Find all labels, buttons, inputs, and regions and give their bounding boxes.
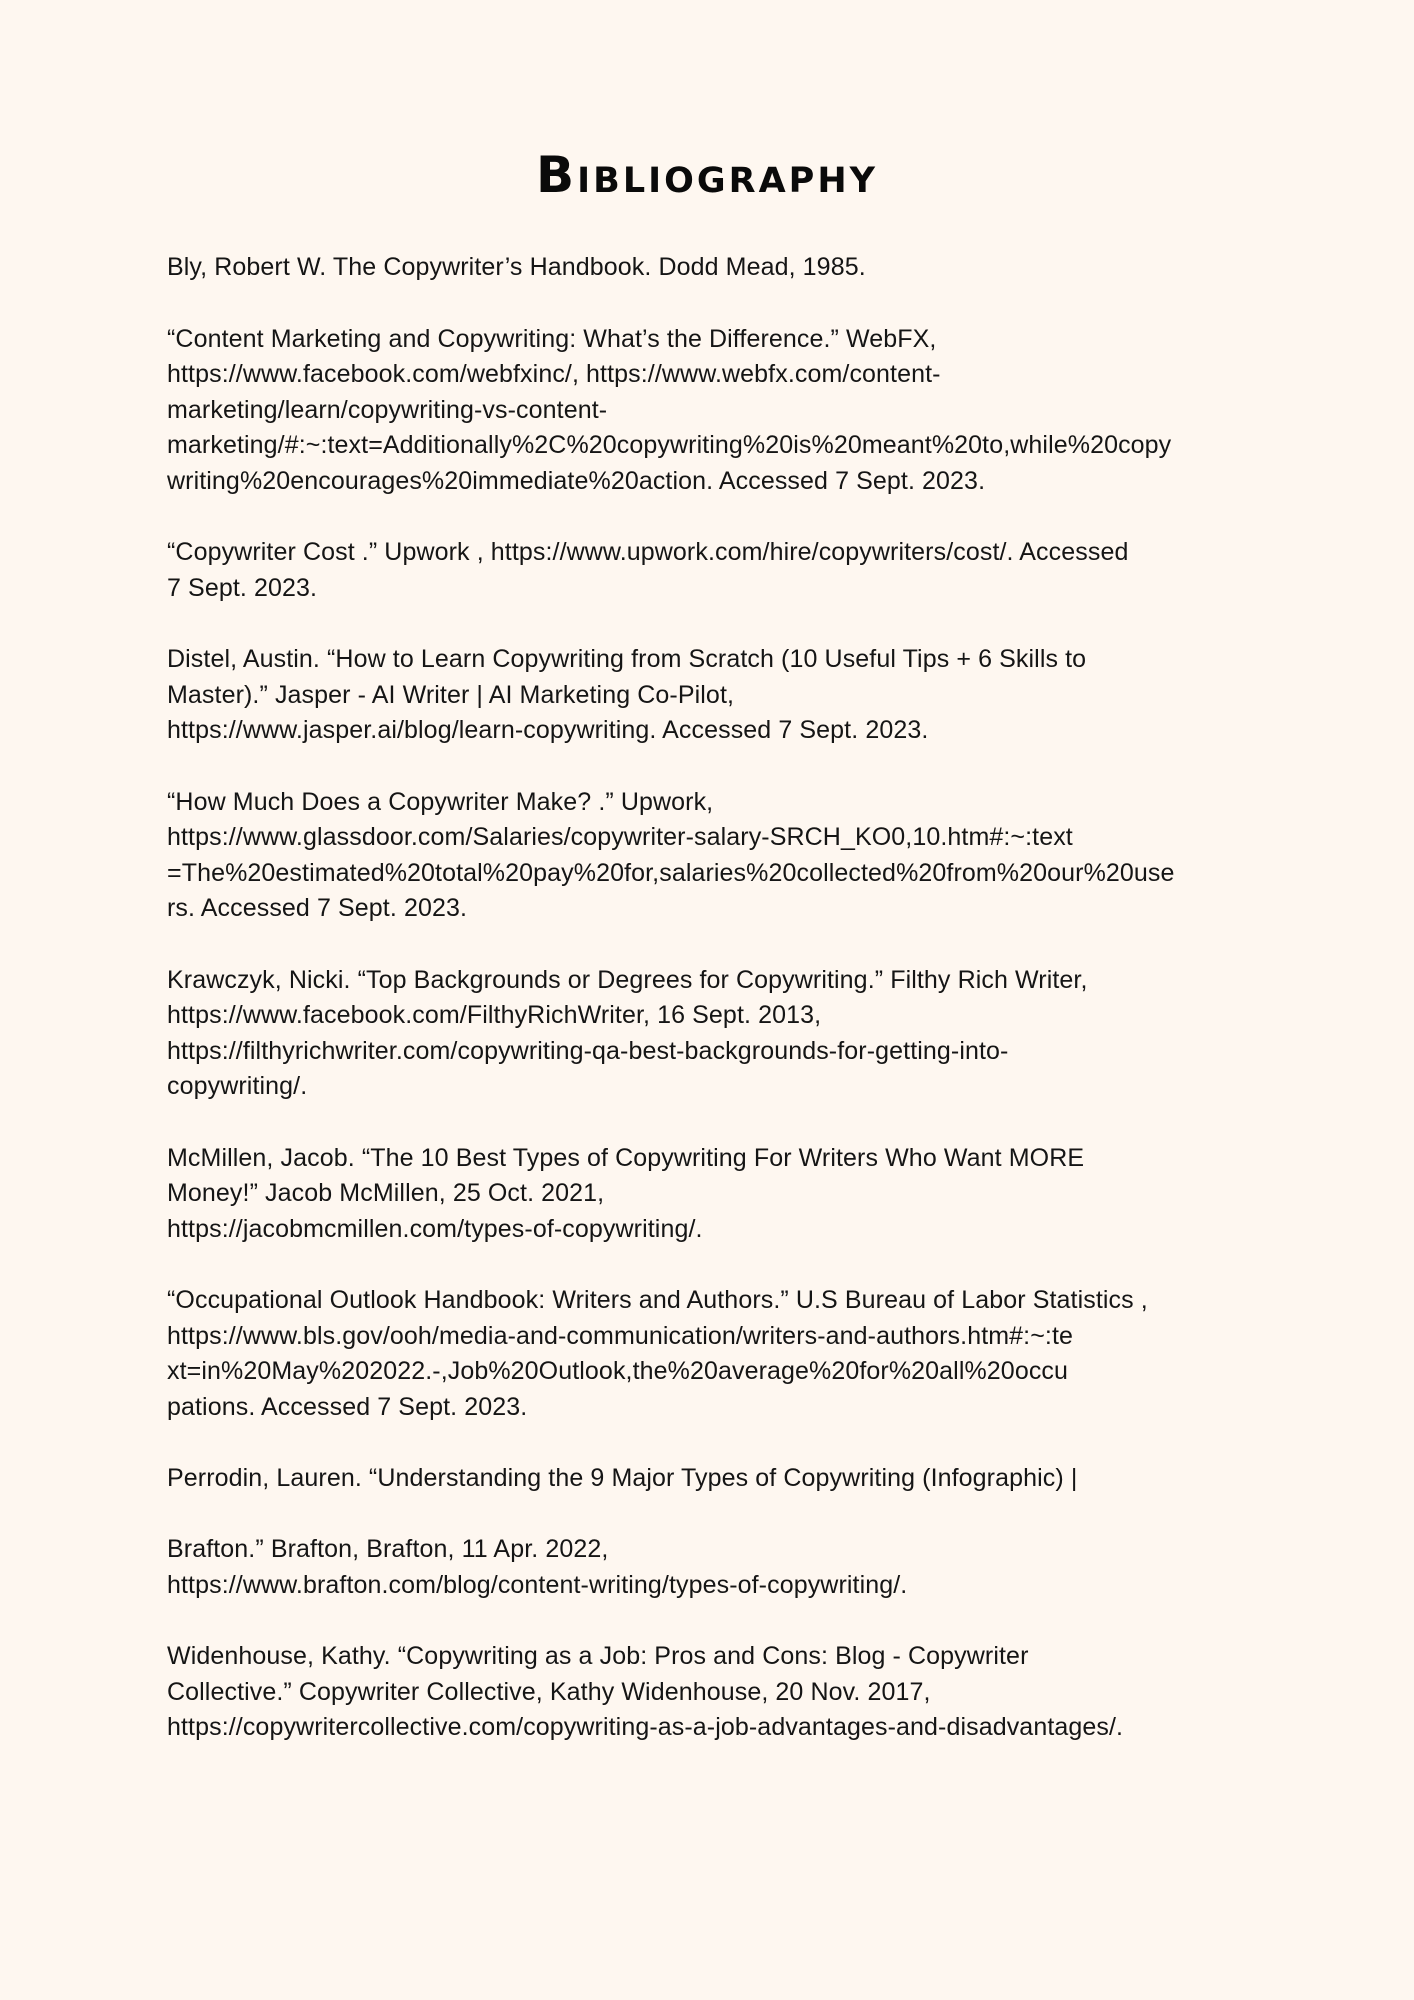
entry-line: https://jacobmcmillen.com/types-of-copywriting/.: [167, 1214, 703, 1243]
entry-line: https://www.bls.gov/ooh/media-and-communication/writers-and-authors.htm#:~:te: [167, 1321, 1074, 1350]
bibliography-entry: [167, 1141, 1317, 1248]
bibliography-list: [167, 250, 1317, 1782]
bibliography-entry: [167, 785, 1317, 927]
entry-line: https://www.facebook.com/FilthyRichWriter, 16 Sept. 2013,: [167, 1001, 822, 1029]
entry-line: =The%20estimated%20total%20pay%20for,salaries%20collected%20from%20our%20use: [167, 858, 1175, 887]
entry-line: writing%20encourages%20immediate%20action. Accessed 7 Sept. 2023.: [167, 466, 986, 495]
entry-line: xt=in%20May%202022.-,Job%20Outlook,the%20average%20for%20all%20occu: [167, 1357, 1069, 1385]
entry-line: rs. Accessed 7 Sept. 2023.: [167, 894, 467, 922]
entry-line: Brafton.” Brafton, Brafton, 11 Apr. 2022,: [167, 1535, 609, 1563]
bibliography-entry: [167, 535, 1317, 606]
entry-line: “Occupational Outlook Handbook: Writers and Authors.” U.S Bureau of Labor Statistics ,: [167, 1286, 1148, 1314]
entry-line: “Copywriter Cost .” Upwork , https://www.upwork.com/hire/copywriters/cost/. Accessed: [167, 538, 1129, 566]
entry-line: Bly, Robert W. The Copywriter’s Handbook. Dodd Mead, 1985.: [167, 253, 866, 281]
entry-line: [167, 1497, 1317, 1533]
entry-line: Master).” Jasper - AI Writer | AI Marketing Co-Pilot,: [167, 680, 735, 709]
entry-line: https://filthyrichwriter.com/copywriting-qa-best-backgrounds-for-getting-into-: [167, 1036, 1009, 1065]
entry-line: marketing/learn/copywriting-vs-content-: [167, 395, 608, 424]
entry-line: “Content Marketing and Copywriting: What’s the Difference.” WebFX,: [167, 324, 937, 353]
entry-line: https://www.facebook.com/webfxinc/, https://www.webfx.com/content-: [167, 360, 941, 388]
bibliography-entry: [167, 1639, 1317, 1746]
bibliography-entry: [167, 642, 1317, 749]
entry-line: copywriting/.: [167, 1072, 308, 1100]
bibliography-entry: [167, 250, 1317, 286]
page-title: Bibliography: [536, 146, 878, 204]
entry-line: Widenhouse, Kathy. “Copywriting as a Job: Pros and Cons: Blog - Copywriter: [167, 1642, 1029, 1670]
entry-line: https://www.glassdoor.com/Salaries/copywriter-salary-SRCH_KO0,10.htm#:~:text: [167, 823, 1073, 851]
entry-line: https://copywritercollective.com/copywriting-as-a-job-advantages-and-disadvantages/.: [167, 1713, 1124, 1741]
bibliography-entry: [167, 322, 1317, 500]
entry-line: “How Much Does a Copywriter Make? .” Upwork,: [167, 787, 714, 816]
entry-line: pations. Accessed 7 Sept. 2023.: [167, 1392, 528, 1421]
entry-line: Perrodin, Lauren. “Understanding the 9 Major Types of Copywriting (Infographic) |: [167, 1464, 1078, 1492]
entry-line: 7 Sept. 2023.: [167, 573, 318, 602]
entry-line: Distel, Austin. “How to Learn Copywriting from Scratch (10 Useful Tips + 6 Skills to: [167, 645, 1087, 673]
bibliography-entry: [167, 1283, 1317, 1425]
entry-line: Collective.” Copywriter Collective, Kathy Widenhouse, 20 Nov. 2017,: [167, 1677, 931, 1706]
entry-line: Money!” Jacob McMillen, 25 Oct. 2021,: [167, 1179, 605, 1207]
entry-line: https://www.brafton.com/blog/content-writing/types-of-copywriting/.: [167, 1570, 908, 1599]
entry-line: marketing/#:~:text=Additionally%2C%20copywriting%20is%20meant%20to,while%20copy: [167, 431, 1172, 459]
entry-line: Krawczyk, Nicki. “Top Backgrounds or Degrees for Copywriting.” Filthy Rich Writer,: [167, 965, 1088, 994]
entry-line: https://www.jasper.ai/blog/learn-copywriting. Accessed 7 Sept. 2023.: [167, 716, 929, 744]
bibliography-entry: [167, 963, 1317, 1105]
bibliography-entry: [167, 1461, 1317, 1603]
entry-line: McMillen, Jacob. “The 10 Best Types of Copywriting For Writers Who Want MORE: [167, 1143, 1085, 1172]
